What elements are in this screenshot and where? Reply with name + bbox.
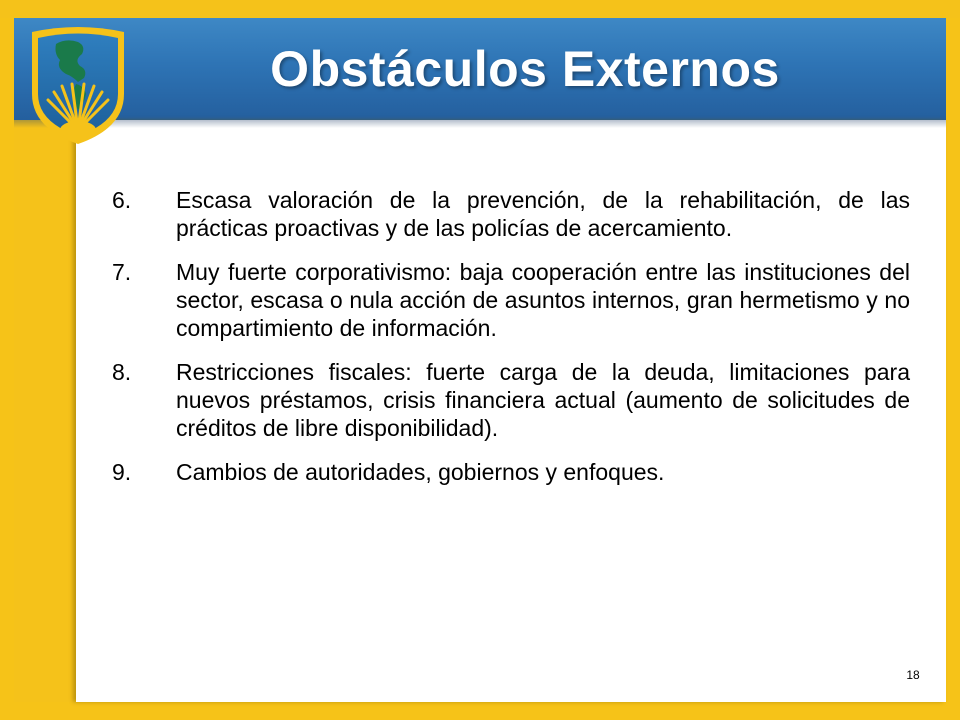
- item-number: 8.: [112, 359, 132, 385]
- item-number: 9.: [112, 459, 132, 485]
- list-item: [112, 186, 910, 242]
- item-number: 6.: [112, 187, 132, 213]
- item-text: Escasa valoración de la prevención, de la rehabilitación, de las prácticas proactivas y de las policías de acercamiento.: [176, 187, 910, 241]
- slide-title: Obstáculos Externos: [270, 41, 780, 97]
- list-item: [112, 358, 910, 442]
- item-text: Restricciones fiscales: fuerte carga de la deuda, limitaciones para nuevos préstamos, crisis financiera actual (aumento de solicitudes de créditos de libre disponibilidad).: [176, 359, 910, 441]
- americas-shield-icon: [26, 24, 130, 148]
- item-text: Muy fuerte corporativismo: baja cooperación entre las instituciones del sector, escasa o nula acción de asuntos internos, gran hermetismo y no compartimiento de información.: [176, 259, 910, 341]
- item-number: 7.: [112, 259, 132, 285]
- page-number: 18: [906, 668, 920, 682]
- left-frame-stripe: [14, 120, 74, 702]
- list-item: [112, 258, 910, 342]
- obstacle-list: [112, 186, 910, 502]
- item-text: Cambios de autoridades, gobiernos y enfoques.: [176, 459, 665, 485]
- list-item: [112, 458, 910, 486]
- title-bar-shadow: [14, 120, 946, 128]
- top-frame: [0, 0, 960, 18]
